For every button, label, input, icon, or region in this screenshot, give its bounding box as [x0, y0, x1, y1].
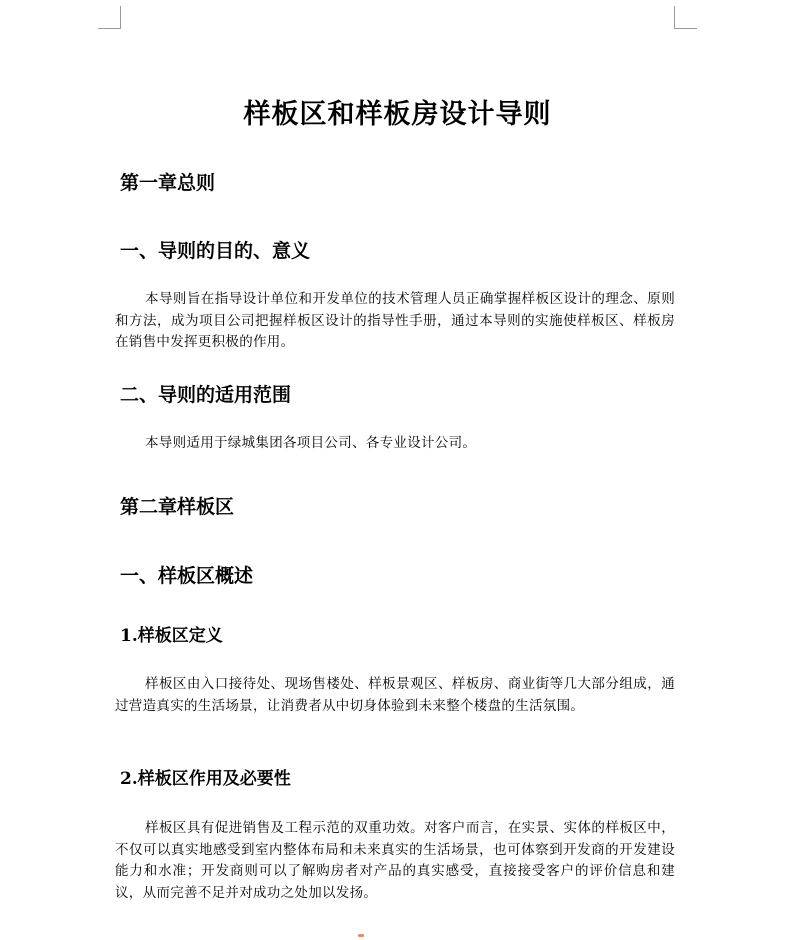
- section-2-heading: 二、导则的适用范围: [120, 384, 292, 406]
- subsection-1-paragraph: 样板区由入口接待处、现场售楼处、样板景观区、样板房、商业街等几大部分组成，通过营造真实的生活场景，让消费者从中切身体验到未来整个楼盘的生活氛围。: [115, 676, 675, 714]
- section-2-paragraph: 本导则适用于绿城集团各项目公司、各专业设计公司。: [145, 435, 477, 451]
- page-corner-mark-top-right: [674, 6, 697, 29]
- document-title: 样板区和样板房设计导则: [243, 99, 552, 130]
- chapter-2-heading: 第二章样板区: [120, 496, 235, 518]
- overview-heading: 一、样板区概述: [120, 565, 254, 587]
- section-1-paragraph: 本导则旨在指导设计单位和开发单位的技术管理人员正确掌握样板区设计的理念、原则和方法，成为项目公司把握样板区设计的指导性手册，通过本导则的实施使样板区、样板房在销售中发挥更积极的作用。: [115, 291, 675, 350]
- section-1-heading: 一、导则的目的、意义: [120, 240, 311, 262]
- page-fragment-mark: [358, 934, 364, 937]
- chapter-1-heading: 第一章总则: [120, 172, 216, 194]
- subsection-1-heading: 1.样板区定义: [120, 626, 223, 646]
- subsection-2-heading: 2.样板区作用及必要性: [120, 769, 291, 789]
- subsection-2-paragraph: 样板区具有促进销售及工程示范的双重功效。对客户而言，在实景、实体的样板区中，不仅可以真实地感受到室内整体布局和未来真实的生活场景，也可体察到开发商的开发建设能力和水准；开发商则可以了解购房者对产品的真实感受，直接接受客户的评价信息和建议，从而完善不足并对成功之处加以发扬。: [115, 820, 675, 901]
- page-corner-mark-top-left: [98, 6, 121, 29]
